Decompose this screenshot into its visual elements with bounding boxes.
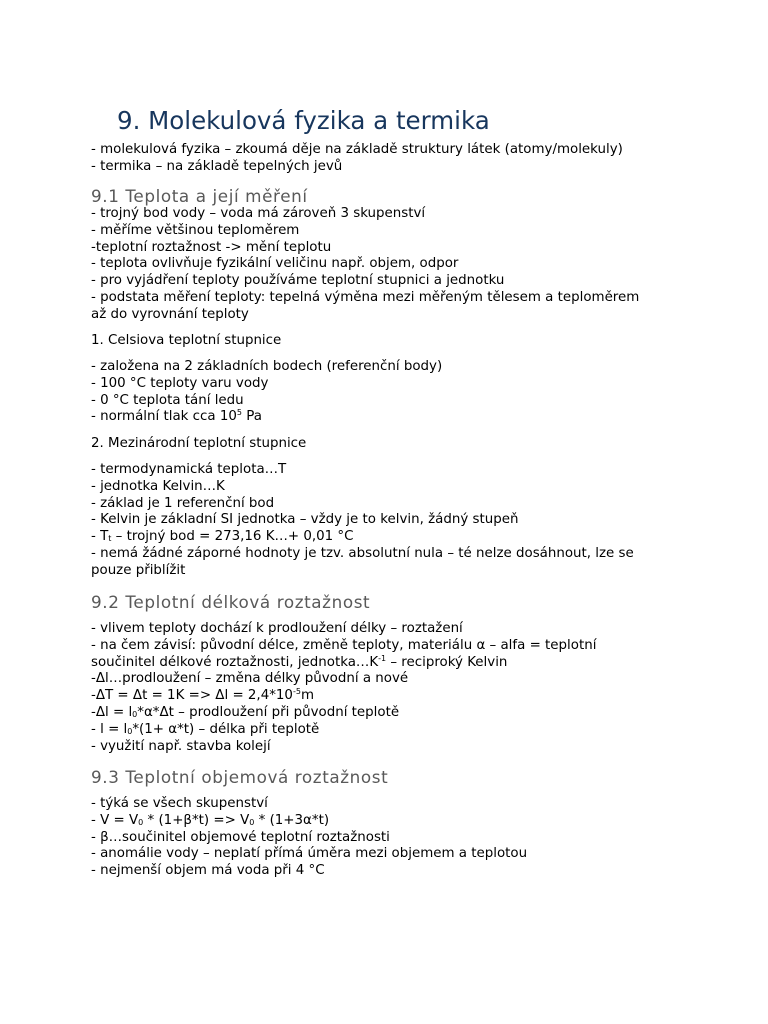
text-fragment: - V = V (91, 812, 139, 828)
pressure-prefix: - normální tlak cca 10 (91, 409, 237, 425)
text-line: - vlivem teploty dochází k prodloužení délky – roztažení (91, 621, 463, 636)
text-line: - anomálie vody – neplatí přímá úměra mezi objemem a teplotou (91, 846, 528, 862)
subscript: 0 (132, 709, 138, 719)
text-line: - měříme většinou teploměrem (91, 222, 300, 238)
section-heading-9-2: 9.2 Teplotní délková roztažnost (91, 592, 371, 612)
text-fragment: -ΔT = Δt = 1K => Δl = 2,4*10 (91, 688, 293, 704)
celsius-list (91, 359, 691, 426)
text-fragment: – reciproký Kelvin (386, 654, 508, 670)
text-fragment: - l = l (91, 721, 128, 737)
text-fragment: * (1+β*t) => V (143, 812, 250, 828)
text-line: - trojný bod vody – voda má zároveň 3 skupenství (91, 206, 426, 221)
triple-subscript: t (108, 534, 112, 544)
text-line: - podstata měření teploty: tepelná výměna mezi měřeným tělesem a teploměrem (91, 289, 640, 305)
text-line: - založena na 2 základních bodech (referenční body) (91, 359, 443, 374)
text-fragment: -Δl = l (91, 704, 133, 720)
text-fragment: *α*Δt – prodloužení při původní teplotě (137, 704, 400, 720)
celsius-heading-block (91, 333, 691, 350)
subheading-celsius: 1. Celsiova teplotní stupnice (91, 333, 282, 348)
text-line: pouze přiblížit (91, 562, 186, 578)
intl-list (91, 462, 691, 580)
subscript: 0 (249, 817, 255, 827)
subscript: 0 (138, 817, 144, 827)
pressure-exponent: 5 (236, 408, 242, 418)
text-line: -teplotní roztažnost -> mění teplotu (91, 239, 332, 255)
text-line (91, 813, 691, 830)
text-fragment: součinitel délkové roztažnosti, jednotka…K (91, 654, 379, 670)
page-title: 9. Molekulová fyzika a termika (117, 106, 490, 135)
pressure-suffix: Pa (241, 409, 262, 425)
text-line: - Kelvin je základní SI jednotka – vždy je to kelvin, žádný stupeň (91, 512, 519, 528)
intro-line: - termika – na základě tepelných jevů (91, 158, 343, 174)
text-line (91, 688, 691, 705)
text-fragment: m (300, 688, 314, 704)
text-line: - teplota ovlivňuje fyzikální veličinu např. objem, odpor (91, 256, 459, 272)
text-line: - nejmenší objem má voda při 4 °C (91, 863, 325, 879)
section-9-1-lines (91, 206, 691, 324)
section-9-2-lines (91, 621, 691, 755)
text-line: - β…součinitel objemové teplotní roztažnosti (91, 829, 390, 845)
text-line: - termodynamická teplota…T (91, 462, 287, 477)
subheading-international: 2. Mezinárodní teplotní stupnice (91, 436, 307, 451)
text-line: - týká se všech skupenství (91, 796, 268, 811)
text-line: - na čem závisí: původní délce, změně teploty, materiálu α – alfa = teplotní (91, 637, 597, 653)
text-fragment: *(1+ α*t) – délka při teplotě (132, 721, 320, 737)
section-heading-9-1: 9.1 Teplota a její měření (91, 186, 308, 206)
intro-block (91, 142, 691, 176)
text-line: - základ je 1 referenční bod (91, 495, 275, 511)
text-fragment: * (1+3α*t) (254, 812, 330, 828)
exponent: -5 (292, 687, 301, 697)
exponent: -1 (378, 653, 387, 663)
section-9-3-lines (91, 796, 691, 880)
triple-suffix: – trojný bod = 273,16 K…+ 0,01 °C (111, 529, 354, 545)
text-line: - 0 °C teplota tání ledu (91, 392, 244, 408)
text-line: až do vyrovnání teploty (91, 306, 249, 322)
text-line: - 100 °C teploty varu vody (91, 375, 269, 391)
text-line: - jednotka Kelvin…K (91, 478, 225, 494)
text-line: - pro vyjádření teploty používáme teplotní stupnici a jednotku (91, 273, 505, 289)
text-line-triple-point (91, 529, 691, 546)
triple-prefix: - T (91, 529, 109, 545)
section-heading-9-3: 9.3 Teplotní objemová roztažnost (91, 767, 389, 787)
text-line: - nemá žádné záporné hodnoty je tzv. absolutní nula – té nelze dosáhnout, lze se (91, 545, 634, 561)
text-line: -Δl…prodloužení – změna délky původní a nové (91, 671, 409, 687)
text-line: - využití např. stavba kolejí (91, 738, 271, 754)
text-line (91, 655, 691, 672)
text-line (91, 722, 691, 739)
intl-heading-block (91, 436, 691, 453)
text-line (91, 705, 691, 722)
text-line-pressure (91, 409, 691, 426)
intro-line: - molekulová fyzika – zkoumá děje na základě struktury látek (atomy/molekuly) (91, 142, 623, 157)
subscript: 0 (127, 726, 133, 736)
